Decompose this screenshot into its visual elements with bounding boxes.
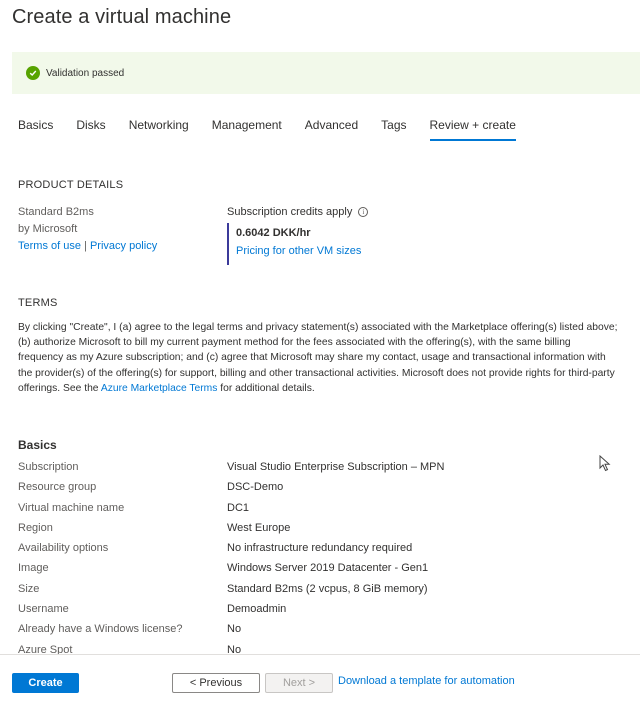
summary-label: Subscription: [18, 461, 79, 473]
summary-row-size: [18, 583, 618, 603]
terms-text: [18, 320, 618, 396]
summary-value: No: [227, 643, 242, 654]
privacy-policy-link[interactable]: Privacy policy: [89, 240, 158, 252]
previous-button[interactable]: < Previous: [172, 673, 260, 693]
link-separator: |: [80, 240, 90, 252]
summary-label: Image: [18, 562, 49, 575]
summary-value: Standard B2ms (2 vcpus, 8 GiB memory): [227, 582, 428, 595]
terms-tail-text: for additional details.: [217, 382, 315, 394]
summary-value: Visual Studio Enterprise Subscription – MPN: [227, 461, 445, 473]
summary-row-vm-name: [18, 502, 618, 522]
summary-row-windows-license: [18, 623, 618, 643]
terms-body-text: By clicking "Create", I (a) agree to the legal terms and privacy statement(s) associated with the Marketplace offering(s) listed above; (b) authorize Microsoft to bill my current payment method for the fees associated with the offering(s), with the same billing frequency as my Azure subscription; and (c) agree that Microsoft may share my contact, usage and transactional information with the provider(s) of the offering(s) for support, billing and other transactional activities. Microsoft does not provide rights for third-party offerings. See the: [18, 322, 618, 394]
summary-label: Region: [18, 521, 53, 534]
summary-value: Windows Server 2019 Datacenter - Gen1: [227, 562, 429, 575]
summary-value: No infrastructure redundancy required: [227, 542, 413, 555]
basics-heading: Basics: [18, 438, 57, 452]
summary-value: No: [227, 623, 242, 636]
tab-tags[interactable]: Tags: [381, 118, 407, 132]
page-title: Create a virtual machine: [12, 6, 232, 28]
product-details-heading: PRODUCT DETAILS: [18, 179, 124, 191]
validation-banner: [12, 52, 640, 94]
wizard-tabs: [18, 118, 539, 141]
download-template-link[interactable]: Download a template for automation: [338, 675, 515, 687]
tab-networking[interactable]: Networking: [128, 118, 189, 132]
summary-row-resource-group: [18, 481, 618, 501]
summary-row-username: [18, 603, 618, 623]
tab-management[interactable]: Management: [211, 118, 282, 132]
summary-value: West Europe: [227, 521, 291, 534]
summary-label: Resource group: [18, 481, 97, 494]
terms-heading: TERMS: [18, 297, 58, 309]
summary-label: Virtual machine name: [18, 501, 125, 514]
summary-row-subscription: [18, 461, 618, 481]
summary-label: Azure Spot: [18, 643, 73, 654]
pricing-other-sizes-link[interactable]: Pricing for other VM sizes: [236, 245, 362, 257]
product-vendor: by Microsoft: [18, 223, 78, 235]
tab-advanced[interactable]: Advanced: [304, 118, 359, 132]
next-button[interactable]: Next >: [265, 673, 333, 693]
summary-label: Username: [18, 603, 69, 616]
price-block: [227, 223, 361, 265]
summary-row-availability: [18, 542, 618, 562]
product-links: [18, 240, 157, 252]
footer-bar: [0, 654, 640, 706]
tab-review-create[interactable]: Review + create: [430, 118, 516, 141]
mouse-cursor-icon: [599, 455, 611, 472]
summary-row-image: [18, 562, 618, 582]
summary-value: DC1: [227, 501, 250, 514]
summary-label: Already have a Windows license?: [18, 623, 183, 636]
price-value: 0.6042 DKK/hr: [236, 227, 311, 239]
summary-label: Availability options: [18, 542, 109, 555]
summary-row-azure-spot: [18, 644, 618, 654]
summary-label: Size: [18, 582, 40, 595]
tab-basics[interactable]: Basics: [18, 118, 54, 132]
tab-disks[interactable]: Disks: [76, 118, 106, 132]
summary-value: Demoadmin: [227, 603, 287, 616]
credits-label-text: Subscription credits apply: [227, 206, 353, 218]
product-name: Standard B2ms: [18, 206, 94, 218]
azure-marketplace-terms-link[interactable]: Azure Marketplace Terms: [100, 382, 218, 394]
credits-label: [227, 206, 368, 218]
summary-value: DSC-Demo: [227, 481, 284, 494]
basics-summary: [18, 461, 618, 654]
validation-text: Validation passed: [46, 67, 125, 79]
info-icon[interactable]: i: [358, 207, 368, 217]
terms-of-use-link[interactable]: Terms of use: [18, 240, 81, 252]
checkmark-icon: [26, 66, 40, 80]
create-button[interactable]: Create: [12, 673, 79, 693]
summary-row-region: [18, 522, 618, 542]
